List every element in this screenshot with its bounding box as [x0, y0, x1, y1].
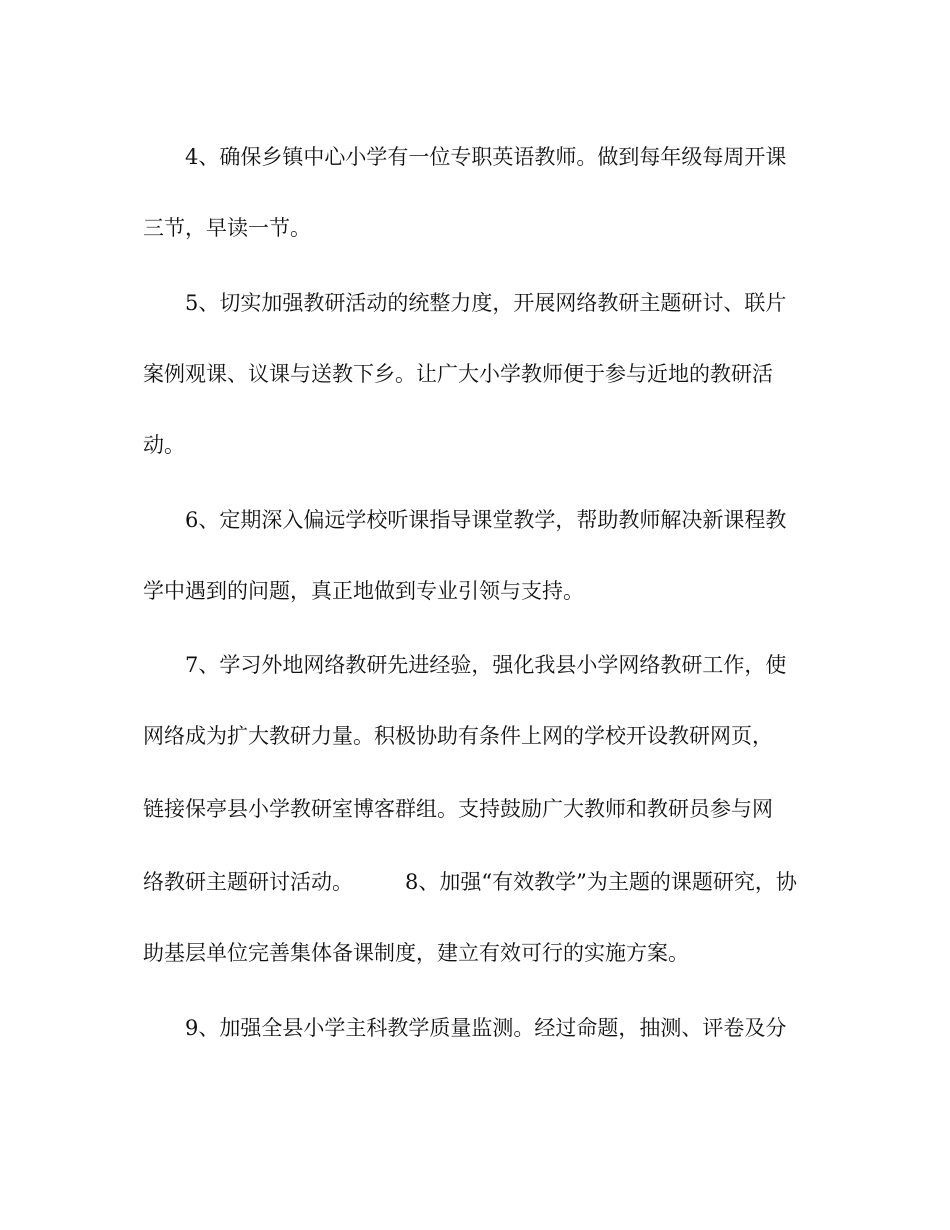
paragraph-7-line-3: 链接保亭县小学教研室博客群组。支持鼓励广大教师和教研员参与网 [143, 797, 773, 821]
paragraph-5-line-2: 案例观课、议课与送教下乡。让广大小学教师便于参与近地的教研活 [143, 362, 773, 386]
paragraph-6-line-2: 学中遇到的问题，真正地做到专业引领与支持。 [143, 579, 584, 603]
paragraph-7-line-4: 络教研主题研讨活动。 [143, 870, 353, 894]
paragraph-8-line-2: 助基层单位完善集体备课制度，建立有效可行的实施方案。 [143, 941, 689, 965]
paragraph-4-line-2: 三节，早读一节。 [143, 216, 311, 240]
paragraph-5-line-1: 5、切实加强教研活动的统整力度，开展网络教研主题研讨、联片 [185, 291, 787, 315]
paragraph-4-line-1: 4、确保乡镇中心小学有一位专职英语教师。做到每年级每周开课 [185, 145, 787, 169]
paragraph-8-line-1: 8、加强“有效教学”为主题的课题研究，协 [405, 870, 797, 894]
paragraph-7-line-1: 7、学习外地网络教研先进经验，强化我县小学网络教研工作，使 [185, 653, 787, 677]
paragraph-5-line-3: 动。 [143, 433, 185, 457]
paragraph-9-line-1: 9、加强全县小学主科教学质量监测。经过命题，抽测、评卷及分 [185, 1016, 787, 1040]
paragraph-7-line-2: 网络成为扩大教研力量。积极协助有条件上网的学校开设教研网页， [143, 724, 773, 748]
paragraph-6-line-1: 6、定期深入偏远学校听课指导课堂教学，帮助教师解决新课程教 [185, 508, 787, 532]
paragraph-7-8-line [143, 867, 823, 897]
